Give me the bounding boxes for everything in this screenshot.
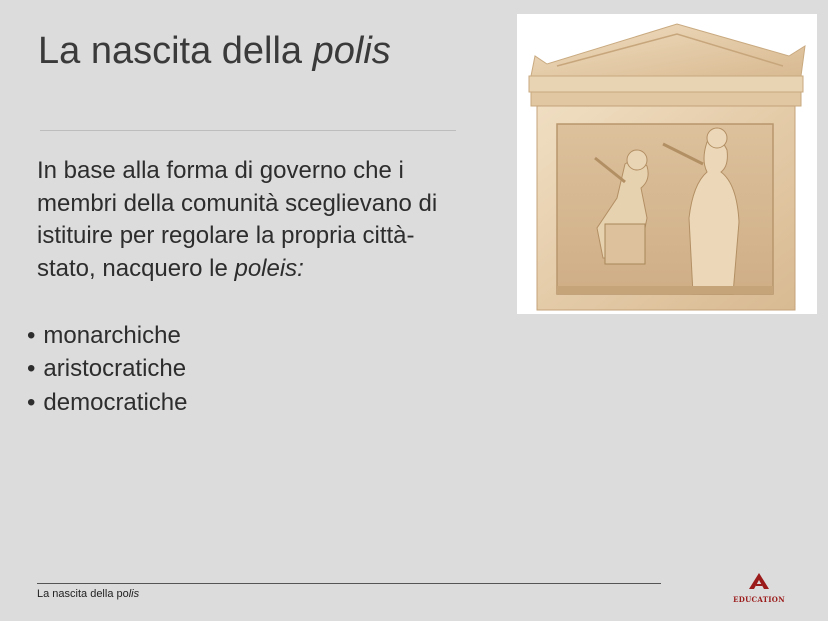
- bullet-item: • monarchiche: [27, 319, 187, 352]
- logo-text: EDUCATION: [733, 595, 785, 604]
- body-italic-text: poleis:: [234, 255, 304, 283]
- slide-title: [38, 30, 391, 73]
- title-divider: [40, 130, 456, 131]
- greek-relief-stele-image: [517, 14, 817, 314]
- footer-text: La nascita della po: [37, 588, 129, 600]
- title-italic-text: polis: [312, 30, 391, 72]
- body-paragraph: [37, 155, 457, 286]
- stele-drawing: [517, 14, 817, 314]
- footer-title: [37, 588, 139, 600]
- body-text: In base alla forma di governo che i membri della comunità sceglievano di istituire per regolare la propria città-stato, nacquero le: [37, 157, 438, 283]
- footer-divider: [37, 583, 661, 584]
- mondadori-a-icon: [748, 573, 770, 589]
- bullet-list: [27, 319, 187, 419]
- bullet-item: • aristocratiche: [27, 352, 187, 385]
- bullet-item: • democratiche: [27, 386, 187, 419]
- footer-italic-text: lis: [128, 588, 140, 600]
- title-text: La nascita della: [38, 30, 313, 72]
- education-logo: [733, 573, 785, 604]
